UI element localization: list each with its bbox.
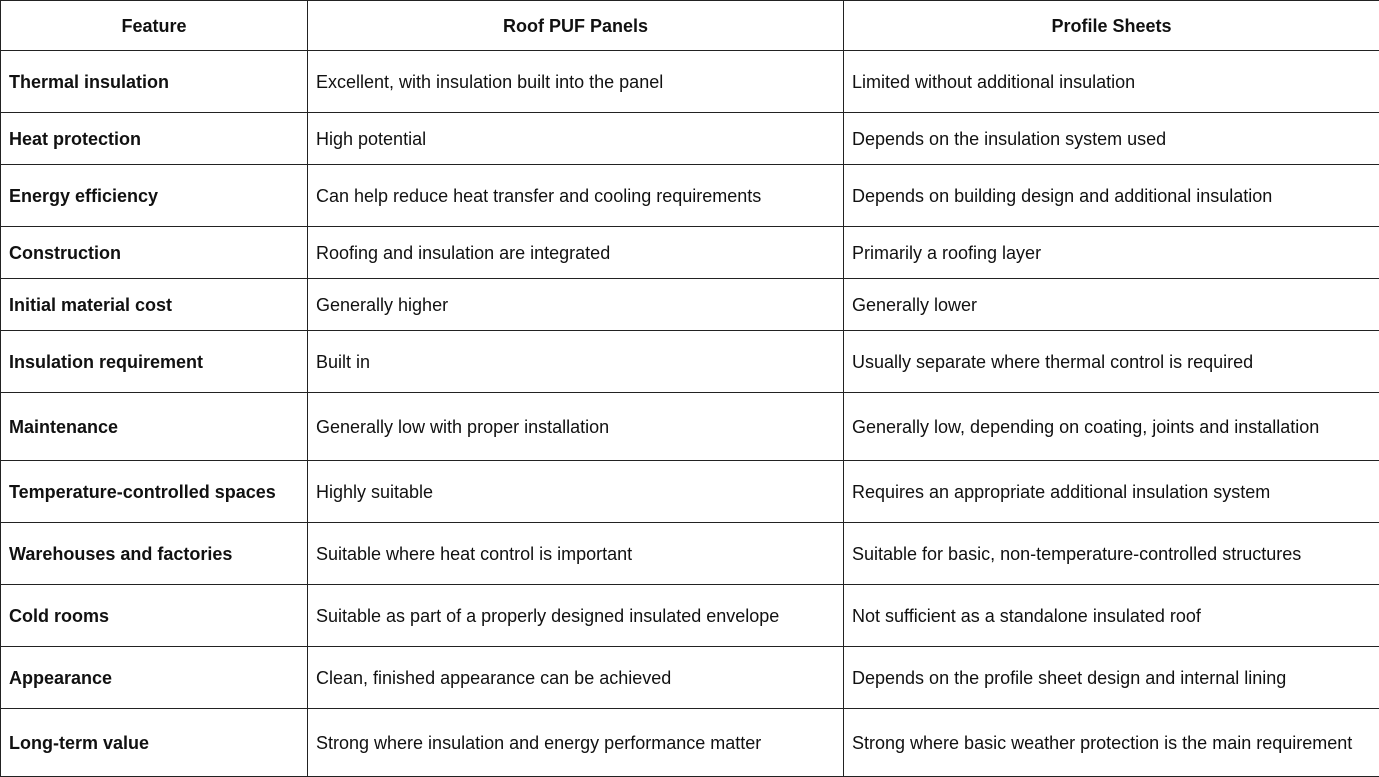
table-row bbox=[1, 523, 1379, 585]
table-row bbox=[1, 331, 1379, 393]
column-header-roof-puf-panels: Roof PUF Panels bbox=[308, 1, 844, 51]
roof-puf-cell: Generally higher bbox=[308, 279, 844, 331]
table-row bbox=[1, 113, 1379, 165]
column-header-feature: Feature bbox=[1, 1, 308, 51]
feature-cell: Warehouses and factories bbox=[1, 523, 308, 585]
table-row bbox=[1, 279, 1379, 331]
feature-cell: Energy efficiency bbox=[1, 165, 308, 227]
roof-puf-cell: Strong where insulation and energy performance matter bbox=[308, 709, 844, 777]
roof-puf-cell: Can help reduce heat transfer and cooling requirements bbox=[308, 165, 844, 227]
table-row bbox=[1, 227, 1379, 279]
feature-cell: Insulation requirement bbox=[1, 331, 308, 393]
profile-sheet-cell: Depends on building design and additional insulation bbox=[844, 165, 1379, 227]
table-header-row bbox=[1, 1, 1379, 51]
profile-sheet-cell: Usually separate where thermal control is required bbox=[844, 331, 1379, 393]
roof-puf-cell: Built in bbox=[308, 331, 844, 393]
table-row bbox=[1, 393, 1379, 461]
table-row bbox=[1, 461, 1379, 523]
feature-cell: Cold rooms bbox=[1, 585, 308, 647]
table-row bbox=[1, 51, 1379, 113]
roof-puf-cell: Roofing and insulation are integrated bbox=[308, 227, 844, 279]
profile-sheet-cell: Not sufficient as a standalone insulated roof bbox=[844, 585, 1379, 647]
roof-puf-cell: High potential bbox=[308, 113, 844, 165]
profile-sheet-cell: Depends on the insulation system used bbox=[844, 113, 1379, 165]
feature-cell: Thermal insulation bbox=[1, 51, 308, 113]
roof-puf-cell: Suitable as part of a properly designed insulated envelope bbox=[308, 585, 844, 647]
roof-puf-cell: Excellent, with insulation built into the panel bbox=[308, 51, 844, 113]
feature-cell: Maintenance bbox=[1, 393, 308, 461]
roof-puf-cell: Clean, finished appearance can be achieved bbox=[308, 647, 844, 709]
profile-sheet-cell: Limited without additional insulation bbox=[844, 51, 1379, 113]
table-row bbox=[1, 647, 1379, 709]
roof-puf-cell: Suitable where heat control is important bbox=[308, 523, 844, 585]
profile-sheet-cell: Primarily a roofing layer bbox=[844, 227, 1379, 279]
profile-sheet-cell: Generally low, depending on coating, joints and installation bbox=[844, 393, 1379, 461]
feature-cell: Heat protection bbox=[1, 113, 308, 165]
feature-cell: Construction bbox=[1, 227, 308, 279]
feature-cell: Appearance bbox=[1, 647, 308, 709]
feature-cell: Long-term value bbox=[1, 709, 308, 777]
roof-puf-cell: Highly suitable bbox=[308, 461, 844, 523]
profile-sheet-cell: Generally lower bbox=[844, 279, 1379, 331]
column-header-profile-sheets: Profile Sheets bbox=[844, 1, 1379, 51]
table-row bbox=[1, 709, 1379, 777]
profile-sheet-cell: Strong where basic weather protection is the main requirement bbox=[844, 709, 1379, 777]
table-row bbox=[1, 585, 1379, 647]
roof-puf-cell: Generally low with proper installation bbox=[308, 393, 844, 461]
feature-cell: Temperature-controlled spaces bbox=[1, 461, 308, 523]
profile-sheet-cell: Suitable for basic, non-temperature-controlled structures bbox=[844, 523, 1379, 585]
feature-cell: Initial material cost bbox=[1, 279, 308, 331]
table-row bbox=[1, 165, 1379, 227]
profile-sheet-cell: Depends on the profile sheet design and internal lining bbox=[844, 647, 1379, 709]
profile-sheet-cell: Requires an appropriate additional insulation system bbox=[844, 461, 1379, 523]
